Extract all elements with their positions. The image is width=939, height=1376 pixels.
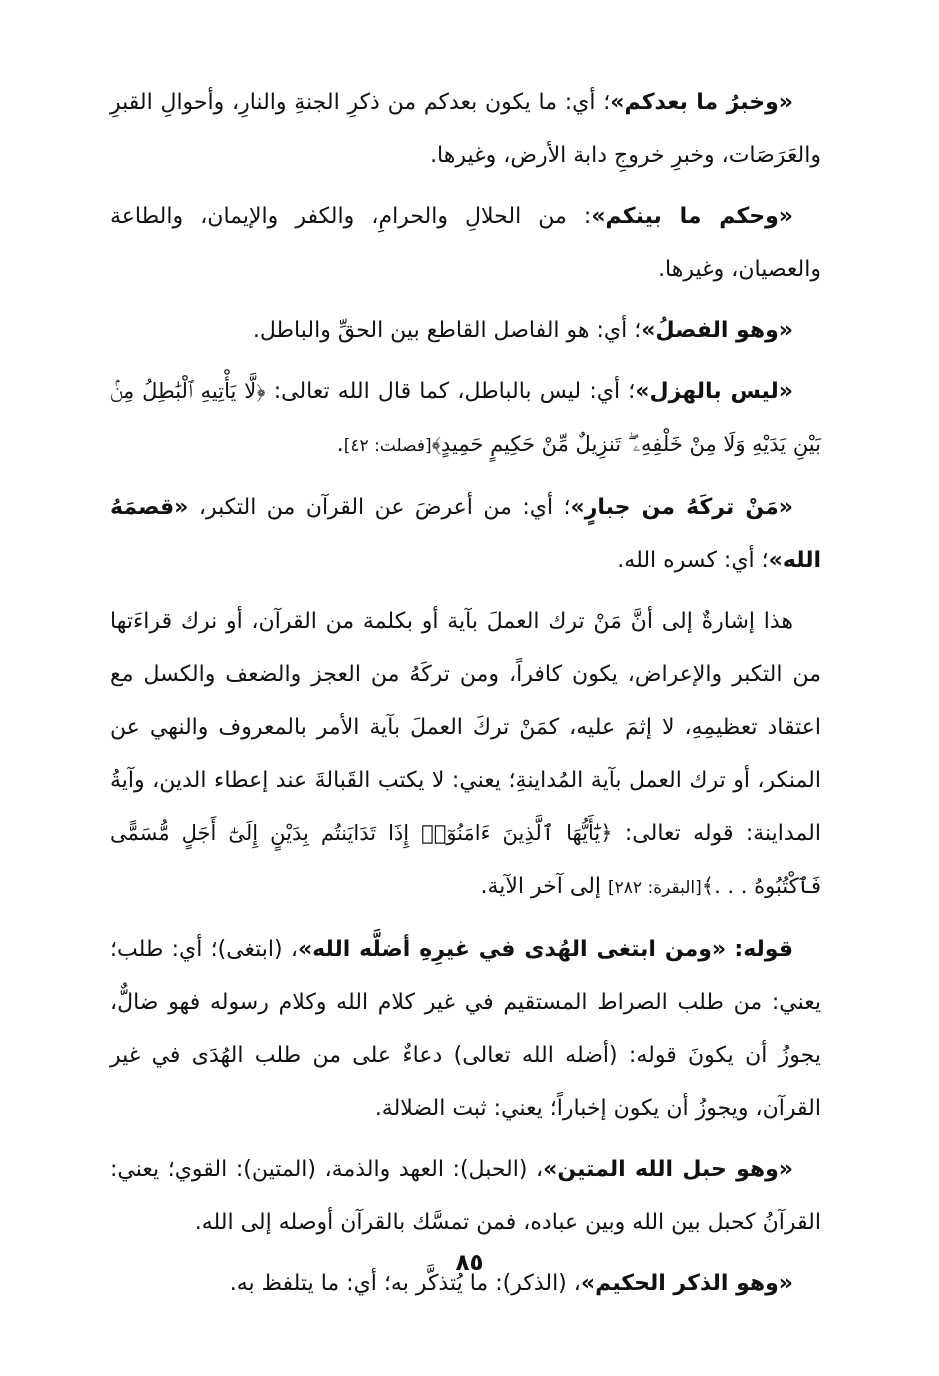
paragraph-7	[110, 923, 821, 1135]
hadith-phrase: «وهو الذكر الحكيم»	[580, 1271, 793, 1296]
quran-verse: ﴿يَٰٓأَيُّهَا ٱلَّذِينَ ءَامَنُوٓا۟ إِذَا تَدَايَنتُم بِدَيْنٍ إِلَىٰٓ أَجَلٍ مُّسَمًّى فَٱكْتُبُوهُ . . .﴾	[110, 821, 821, 898]
commentary-text: ، (الذكر): ما يُتذكَّر به؛ أي: ما يتلفظ به.	[229, 1271, 581, 1296]
commentary-text-second: ؛ أي: كسره الله.	[617, 548, 769, 573]
commentary-text: ؛ أي: من أعرضَ عن القرآن من التكبر،	[198, 495, 571, 520]
paragraph-8	[110, 1143, 821, 1249]
hadith-phrase: «وخبرُ ما بعدكم»	[610, 90, 793, 115]
commentary-text: ؛ أي: ليس بالباطل، كما قال الله تعالى:	[273, 379, 636, 404]
hadith-phrase: «وهو حبل الله المتين»	[543, 1157, 793, 1182]
commentary-text: ، (ابتغى)؛ أي: طلب؛ يعني: من طلب الصراط المستقيم في غير كلام الله وكلام رسوله فهو ضالٌّ، يجوزُ أن يكونَ قوله: (أضله الله تعالى) دعاءٌ على من طلب الهُدَى في غير القرآن، ويجوزُ أن يكون إخباراً؛ يعني: ثبت الضلالة.	[110, 937, 821, 1121]
hadith-phrase: «وحكم ما بينكم»	[591, 204, 794, 229]
commentary-text: ، (الحبل): العهد والذمة، (المتين): القوي؛ يعني: القرآنُ كحبل بين الله وبين عباده، فمن تمسَّك بالقرآن أوصله إلى الله.	[110, 1157, 821, 1235]
qawluhu-label: قوله:	[734, 937, 793, 962]
sentence-end: .	[336, 432, 344, 457]
hadith-phrase: «ومن ابتغى الهُدى في غيرِهِ أضلَّه الله»	[297, 937, 727, 962]
paragraph-4	[110, 365, 821, 473]
sentence-end: إلى آخر الآية.	[480, 874, 609, 899]
hadith-phrase: «ليس بالهزل»	[635, 379, 793, 404]
commentary-text: هذا إشارةٌ إلى أنَّ مَنْ ترك العملَ بآية أو بكلمة من القرآن، أو نرك قراءَتها من التكبر والإعراض، يكون كافراً، ومن تركَهُ من العجز والضعف والكسل مع اعتقاد تعظيمِهِ، لا إثمَ عليه، كمَنْ تركَ العملَ بآية الأمر بالمعروف والنهي عن المنكر، أو ترك العمل بآية المُداينةِ؛ يعني: لا يكتب القَبالةَ عند إعطاء الدين، وآيةُ المداينة: قوله تعالى:	[110, 609, 822, 846]
hadith-phrase: «وهو الفصلُ»	[641, 318, 793, 343]
paragraph-6	[110, 595, 821, 915]
quran-verse: ﴿لَّا يَأْتِيهِ ٱلْبَٰطِلُ مِنۢ بَيْنِ يَدَيْهِ وَلَا مِنْ خَلْفِهِۦ ۖ تَنزِيلٌ مِّنْ حَكِيمٍ حَمِيدٍ﴾	[110, 379, 821, 456]
commentary-text: ؛ أي: ما يكون بعدكم من ذكرِ الجنةِ والنارِ، وأحوالِ القبرِ والعَرَصَات، وخبرِ خروجِ دابة الأرض، وغيرها.	[110, 90, 821, 168]
commentary-text: : من الحلالِ والحرامِ، والكفر والإيمان، والطاعة والعصيان، وغيرها.	[110, 204, 821, 282]
page-number: ٨٥	[455, 1250, 484, 1276]
verse-reference: [البقرة: ٢٨٢]	[608, 878, 702, 898]
paragraph-2	[110, 190, 821, 296]
hadith-phrase: «مَنْ تركَهُ من جبارٍ»	[570, 495, 793, 520]
verse-reference: [فصلت: ٤٢]	[343, 436, 432, 456]
hadith-phrase-second: «قصمَهُ الله»	[110, 495, 821, 573]
page-body	[110, 76, 821, 1318]
paragraph-3	[110, 304, 821, 357]
paragraph-1	[110, 76, 821, 182]
paragraph-5	[110, 481, 821, 587]
commentary-text: ؛ أي: هو الفاصل القاطع بين الحقِّ والباطل.	[252, 318, 642, 343]
